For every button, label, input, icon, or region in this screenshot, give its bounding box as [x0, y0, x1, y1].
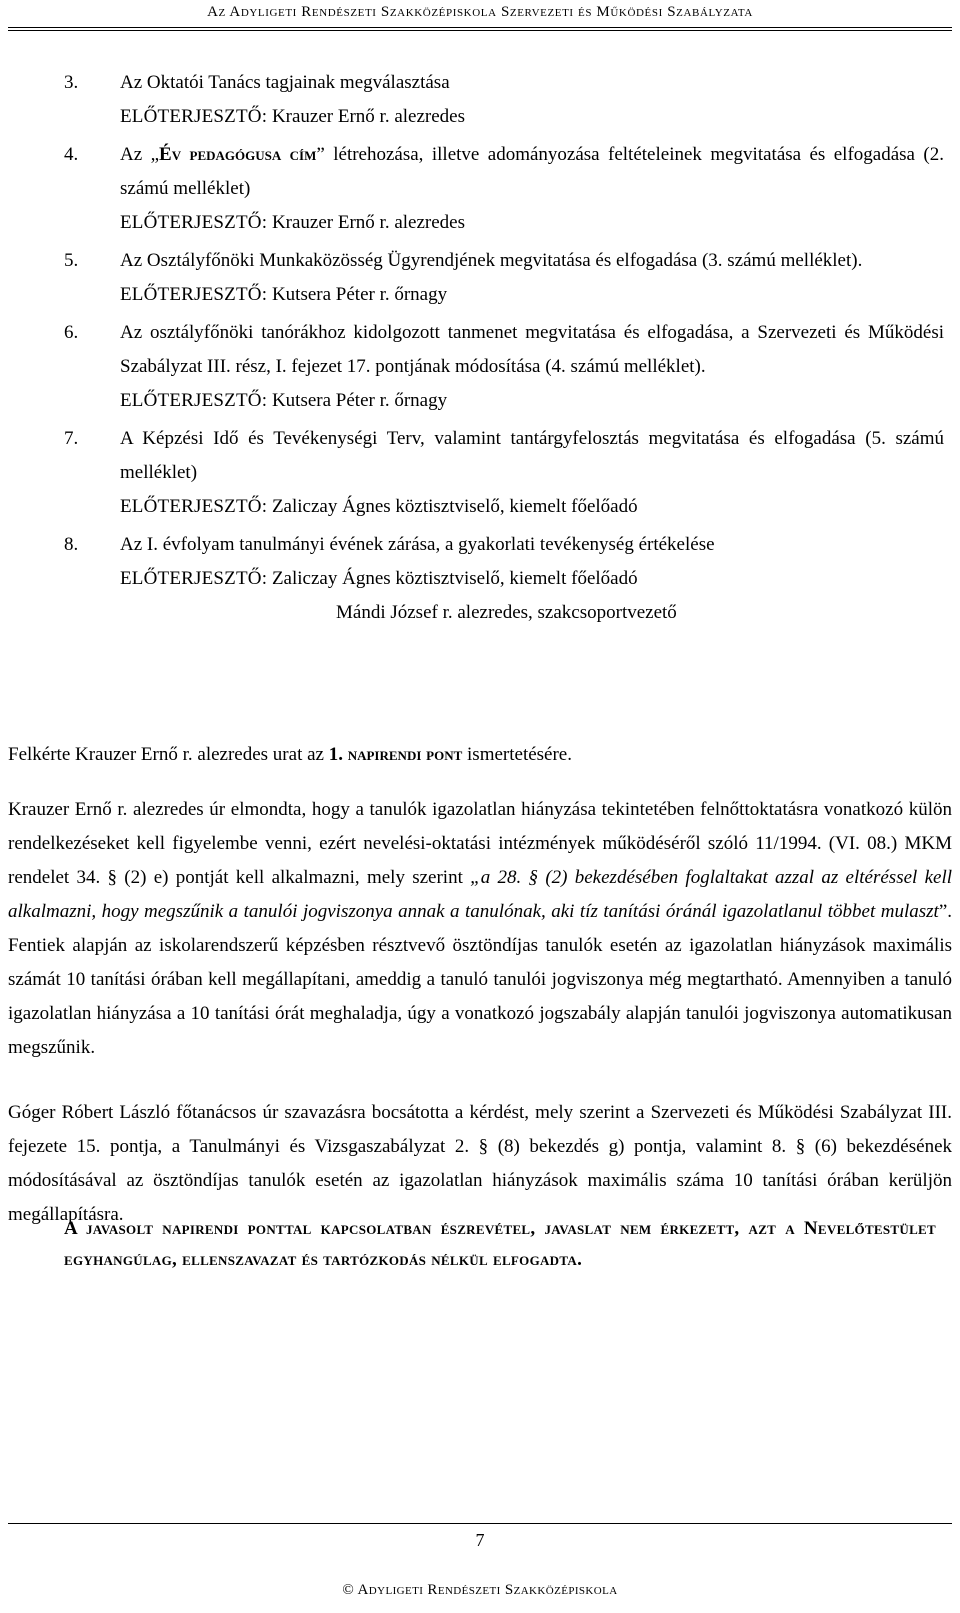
- header-rule: [8, 27, 952, 28]
- presenter-line: [64, 562, 944, 630]
- agenda-item-number: 6.: [64, 322, 79, 343]
- goger-paragraph: Góger Róbert László főtanácsos úr szavazásra bocsátotta a kérdést, mely szerint a Szervezeti és Működési Szabályzat III. fejezete 15. pontja, a Tanulmányi és Vizsgaszabályzat 2. § (8) bekezdés g) pontja, valamint 8. § (6) bekezdésének módosításával az ösztöndíjas tanulók esetén az igazolatlan hiányzások maximális száma 10 tanítási órában kerüljön megállapításra.: [8, 1102, 952, 1225]
- agenda-list: [64, 66, 944, 634]
- presenter-name: Zaliczay Ágnes köztisztviselő, kiemelt főelőadó: [271, 496, 638, 517]
- agenda-item-text: Az Osztályfőnöki Munkaközösség Ügyrendjének megvitatása és elfogadása (3. számú melléklet).: [120, 250, 863, 271]
- agenda-item-number: 5.: [64, 250, 79, 271]
- footer-rule: [8, 1523, 952, 1524]
- presenter-label: ELŐTERJESZTŐ:: [120, 284, 268, 305]
- request-paragraph: [8, 738, 952, 772]
- decision-paragraph: A javasolt napirendi ponttal kapcsolatban észrevétel, javaslat nem érkezett, azt a Nevelőtestület egyhangúlag, ellenszavazat és tartózkodás nélkül elfogadta.: [64, 1218, 936, 1270]
- agenda-item: [64, 528, 944, 562]
- presenter-line: [64, 100, 944, 134]
- presenter-name: Krauzer Ernő r. alezredes: [271, 106, 466, 127]
- presenter-line: [64, 206, 944, 240]
- krauzer-text-2: ”. Fentiek alapján az iskolarendszerű képzésben résztvevő ösztöndíjas tanulók esetén az igazolatlan hiányzások maximális számát 10 tanítási órában kell megállapítani, ameddig a tanuló tanulói jogviszonya még megtartható. Amennyiben a tanuló igazolatlan hiányzása a 10 tanítási órát meghaladja, úgy a vonatkozó jogszabály alapján tanulói jogviszonya automatikusan megszűnik.: [8, 901, 952, 1058]
- agenda-item-text: A Képzési Idő és Tevékenységi Terv, valamint tantárgyfelosztás megvitatása és elfogadása (5. számú melléklet): [120, 428, 944, 483]
- presenter-label: ELŐTERJESZTŐ:: [120, 212, 268, 233]
- agenda-item: [64, 316, 944, 384]
- agenda-item: [64, 138, 944, 206]
- agenda-item-number: 4.: [64, 144, 79, 165]
- agenda-item-number: 3.: [64, 72, 79, 93]
- krauzer-quote: „a 28. § (2) bekezdésében foglaltakat azzal az eltéréssel kell alkalmazni, hogy megszűnik a tanulói jogviszonya annak a tanulónak, aki tíz tanítási óránál igazolatlanul többet mulaszt: [8, 867, 953, 922]
- presenter-name: Krauzer Ernő r. alezredes: [271, 212, 466, 233]
- agenda-item-text-pre: Az „: [120, 144, 160, 165]
- presenter-label: ELŐTERJESZTŐ:: [120, 496, 268, 517]
- request-text-pre: Felkérte Krauzer Ernő r. alezredes urat az: [8, 744, 329, 765]
- presenter-name-second: Mándi József r. alezredes, szakcsoportvezető: [336, 602, 677, 623]
- agenda-item-text: [120, 138, 944, 206]
- header-rule-double: [8, 30, 952, 31]
- agenda-item-title-smallcaps: Év pedagógusa cím: [159, 144, 317, 165]
- agenda-item-number: 7.: [64, 428, 79, 449]
- request-text-post: ismertetésére.: [462, 744, 572, 765]
- agenda-item-text: Az I. évfolyam tanulmányi évének zárása, a gyakorlati tevékenység értékelése: [120, 534, 715, 555]
- request-point-number: 1.: [328, 744, 343, 765]
- agenda-item: [64, 66, 944, 100]
- presenter-line: [64, 278, 944, 312]
- presenter-label: ELŐTERJESZTŐ:: [120, 106, 268, 127]
- presenter-name: Kutsera Péter r. őrnagy: [271, 390, 448, 411]
- running-header: Az Adyligeti Rendészeti Szakközépiskola Szervezeti és Működési Szabályzata: [207, 4, 753, 20]
- presenter-label: ELŐTERJESZTŐ:: [120, 568, 268, 589]
- request-smallcaps: napirendi pont: [347, 744, 463, 765]
- agenda-item: [64, 422, 944, 490]
- presenter-line: [64, 490, 944, 524]
- agenda-item: [64, 244, 944, 278]
- agenda-item-text-post: ” létrehozása, illetve adományozása feltételeinek megvitatása és elfogadása (2. számú melléklet): [120, 144, 944, 199]
- presenter-name: Kutsera Péter r. őrnagy: [271, 284, 448, 305]
- agenda-item-text: Az osztályfőnöki tanórákhoz kidolgozott tanmenet megvitatása és elfogadása, a Szervezeti és Működési Szabályzat III. rész, I. fejezet 17. pontjának módosítása (4. számú melléklet).: [120, 322, 944, 377]
- presenter-line: [64, 384, 944, 418]
- krauzer-text-1: Krauzer Ernő r. alezredes úr elmondta, hogy a tanulók igazolatlan hiányzása tekintetében felnőttoktatásra vonatkozó külön rendelkezéseket kell figyelembe venni, ezért nevelési-oktatási intézmények működéséről szóló 11/1994. (VI. 08.) MKM rendelet 34. § (2) e) pontját kell alkalmazni, mely szerint: [8, 799, 952, 888]
- page-number: 7: [475, 1530, 485, 1550]
- footer-copyright: © Adyligeti Rendészeti Szakközépiskola: [342, 1582, 618, 1598]
- presenter-label: ELŐTERJESZTŐ:: [120, 390, 268, 411]
- krauzer-paragraph: [8, 793, 952, 1065]
- agenda-item-text: Az Oktatói Tanács tagjainak megválasztása: [120, 72, 450, 93]
- agenda-item-number: 8.: [64, 534, 79, 555]
- presenter-name: Zaliczay Ágnes köztisztviselő, kiemelt főelőadó: [271, 568, 638, 589]
